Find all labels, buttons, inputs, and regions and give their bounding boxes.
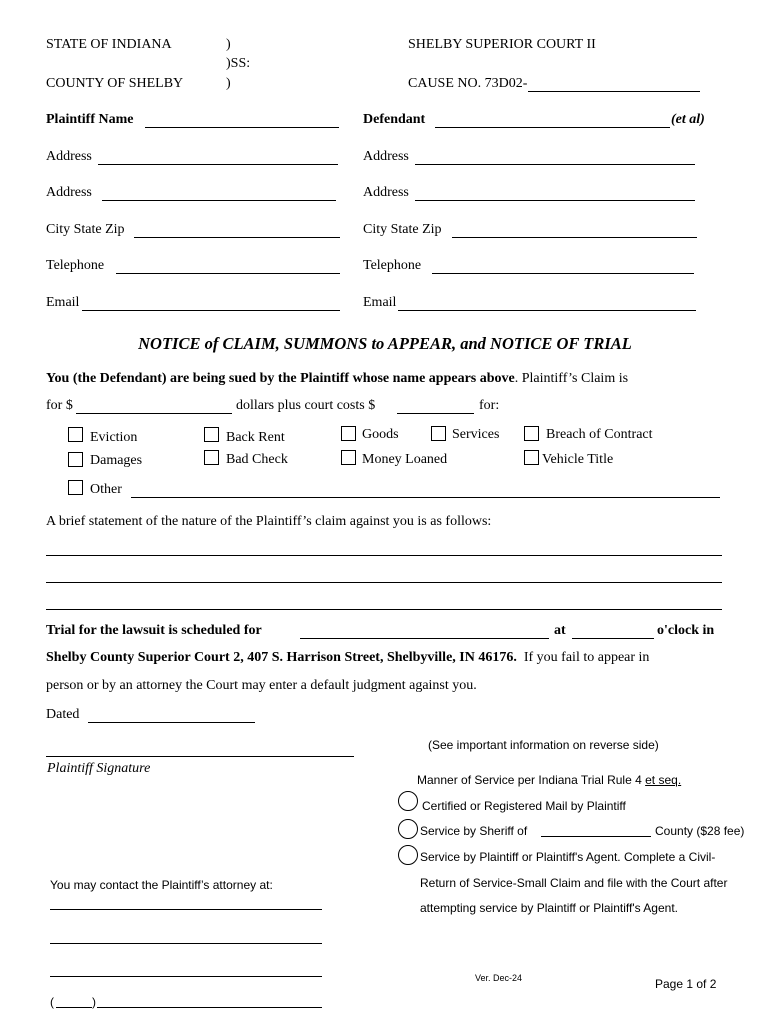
cause-number-field[interactable]	[528, 91, 700, 92]
money-loaned-label: Money Loaned	[362, 452, 448, 467]
trial-oclock-label: o'clock in	[657, 623, 715, 638]
defendant-email-field[interactable]	[398, 310, 696, 311]
phone-open-paren: (	[50, 995, 54, 1009]
sheriff-service-label: Service by Sheriff of	[420, 824, 528, 838]
court-name: SHELBY SUPERIOR COURT II	[408, 37, 596, 52]
paren-ss: )SS:	[226, 56, 251, 71]
sheriff-fee-label: County ($28 fee)	[655, 824, 745, 838]
plaintiff-email-label: Email	[46, 295, 80, 310]
phone-area-code-field[interactable]	[56, 1007, 92, 1008]
manner-of-service	[417, 774, 681, 786]
court-address-sentence	[46, 651, 649, 665]
defendant-city-field[interactable]	[452, 237, 697, 238]
back-rent-checkbox[interactable]	[204, 427, 219, 442]
bad-check-label: Bad Check	[226, 452, 288, 467]
damages-label: Damages	[90, 453, 143, 468]
attorney-line-2[interactable]	[50, 943, 322, 944]
fail-appear-text: If you fail to appear in	[523, 650, 650, 665]
certified-mail-label: Certified or Registered Mail by Plaintiff	[422, 799, 626, 813]
plaintiff-address-field-1[interactable]	[98, 164, 338, 165]
trial-time-field[interactable]	[572, 638, 654, 639]
plaintiff-name-field[interactable]	[145, 127, 339, 128]
paren-top: )	[226, 37, 231, 52]
agent-service-line-2: Return of Service-Small Claim and file with the Court after	[420, 876, 728, 890]
sued-sentence	[46, 372, 628, 386]
defendant-address-field-1[interactable]	[415, 164, 695, 165]
state-label: STATE OF INDIANA	[46, 37, 172, 52]
attorney-label: You may contact the Plaintiff’s attorney at:	[50, 878, 273, 892]
sued-rest-text: . Plaintiff’s Claim is	[514, 371, 629, 386]
phone-number-field[interactable]	[97, 1007, 322, 1008]
et-al-label: (et al)	[671, 112, 705, 127]
paren-bottom: )	[226, 76, 231, 91]
signature-line[interactable]	[46, 756, 354, 757]
plaintiff-address-label-1: Address	[46, 149, 92, 164]
damages-checkbox[interactable]	[68, 452, 83, 467]
services-checkbox[interactable]	[431, 426, 446, 441]
for-dollar-label: for $	[46, 398, 73, 413]
sued-bold-text: You (the Defendant) are being sued by the Plaintiff whose name appears above	[46, 371, 515, 386]
trial-scheduled-label: Trial for the lawsuit is scheduled for	[46, 623, 262, 638]
agent-service-line-1: Service by Plaintiff or Plaintiff's Agent. Complete a Civil-	[420, 850, 716, 864]
phone-close-paren: )	[92, 995, 96, 1009]
plaintiff-address-label-2: Address	[46, 185, 92, 200]
plaintiff-email-field[interactable]	[82, 310, 340, 311]
defendant-address-field-2[interactable]	[415, 200, 695, 201]
plaintiff-name-label: Plaintiff Name	[46, 112, 134, 127]
certified-mail-radio[interactable]	[398, 791, 418, 811]
court-address: Shelby County Superior Court 2, 407 S. Harrison Street, Shelbyville, IN 46176.	[46, 650, 517, 665]
other-field[interactable]	[131, 497, 720, 498]
agent-service-line-3: attempting service by Plaintiff or Plaintiff's Agent.	[420, 901, 678, 915]
et-seq-text: et seq.	[645, 773, 682, 787]
notice-title: NOTICE of CLAIM, SUMMONS to APPEAR, and NOTICE OF TRIAL	[138, 334, 632, 353]
plaintiff-telephone-label: Telephone	[46, 258, 105, 273]
page-number: Page 1 of 2	[655, 977, 717, 991]
attorney-line-3[interactable]	[50, 976, 322, 977]
back-rent-label: Back Rent	[226, 430, 285, 445]
dated-field[interactable]	[88, 722, 255, 723]
default-judgment-text: person or by an attorney the Court may enter a default judgment against you.	[46, 678, 477, 693]
claim-amount-field[interactable]	[76, 413, 232, 414]
trial-at-label: at	[554, 623, 566, 638]
bad-check-checkbox[interactable]	[204, 450, 219, 465]
defendant-label: Defendant	[363, 112, 426, 127]
plaintiff-address-field-2[interactable]	[102, 200, 336, 201]
trial-date-field[interactable]	[300, 638, 549, 639]
defendant-telephone-field[interactable]	[432, 273, 694, 274]
goods-label: Goods	[362, 427, 399, 442]
for-suffix-label: for:	[479, 398, 500, 413]
defendant-address-label-2: Address	[363, 185, 409, 200]
cause-number-label: CAUSE NO. 73D02-	[408, 76, 528, 91]
defendant-city-label: City State Zip	[363, 222, 442, 237]
plaintiff-city-label: City State Zip	[46, 222, 125, 237]
attorney-line-1[interactable]	[50, 909, 322, 910]
defendant-name-field[interactable]	[435, 127, 670, 128]
money-loaned-checkbox[interactable]	[341, 450, 356, 465]
version-label: Ver. Dec-24	[475, 973, 523, 983]
sheriff-county-field[interactable]	[541, 836, 651, 837]
court-costs-field[interactable]	[397, 413, 474, 414]
signature-label: Plaintiff Signature	[47, 761, 151, 776]
defendant-email-label: Email	[363, 295, 397, 310]
breach-label: Breach of Contract	[546, 427, 653, 442]
statement-line-3[interactable]	[46, 609, 722, 610]
county-label: COUNTY OF SHELBY	[46, 76, 184, 91]
reverse-note: (See important information on reverse side)	[428, 738, 659, 752]
services-label: Services	[452, 427, 500, 442]
eviction-checkbox[interactable]	[68, 427, 83, 442]
dollars-plus-label: dollars plus court costs $	[236, 398, 376, 413]
eviction-label: Eviction	[90, 430, 138, 445]
plaintiff-telephone-field[interactable]	[116, 273, 340, 274]
statement-line-2[interactable]	[46, 582, 722, 583]
defendant-address-label-1: Address	[363, 149, 409, 164]
agent-service-radio[interactable]	[398, 845, 418, 865]
breach-checkbox[interactable]	[524, 426, 539, 441]
vehicle-title-checkbox[interactable]	[524, 450, 539, 465]
vehicle-title-label: Vehicle Title	[542, 452, 614, 467]
statement-line-1[interactable]	[46, 555, 722, 556]
manner-text: Manner of Service per Indiana Trial Rule 4	[417, 773, 646, 787]
sheriff-service-radio[interactable]	[398, 819, 418, 839]
plaintiff-city-field[interactable]	[134, 237, 340, 238]
statement-label: A brief statement of the nature of the Plaintiff’s claim against you is as follows:	[46, 514, 492, 529]
other-checkbox[interactable]	[68, 480, 83, 495]
defendant-telephone-label: Telephone	[363, 258, 422, 273]
goods-checkbox[interactable]	[341, 426, 356, 441]
dated-label: Dated	[46, 707, 80, 722]
other-label: Other	[90, 482, 122, 497]
